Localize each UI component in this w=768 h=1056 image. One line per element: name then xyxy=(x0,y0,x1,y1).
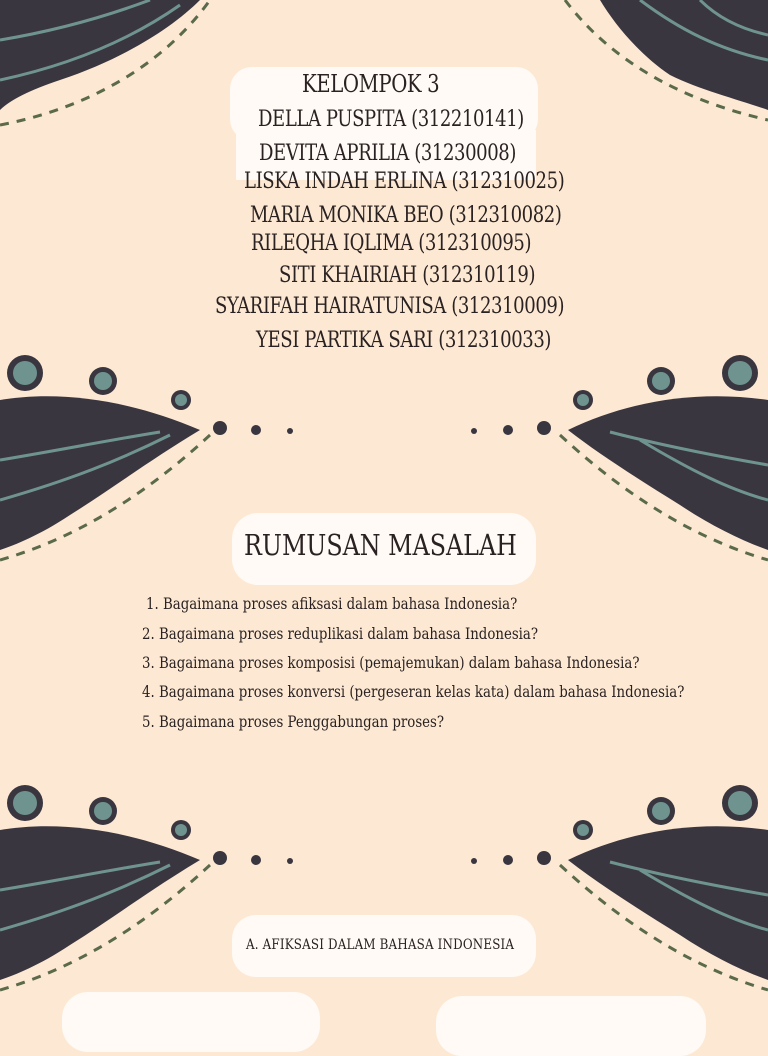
member-2: DEVITA APRILIA (31230008) xyxy=(259,141,516,166)
content-card-left xyxy=(62,992,320,1052)
member-1: DELLA PUSPITA (312210141) xyxy=(258,107,524,132)
content-card-right xyxy=(436,996,706,1056)
question-2: 2. Bagaimana proses reduplikasi dalam bahasa Indonesia? xyxy=(142,625,539,643)
rumusan-heading: RUMUSAN MASALAH xyxy=(244,528,517,562)
member-5: RILEQHA IQLIMA (312310095) xyxy=(251,231,532,256)
question-3: 3. Bagaimana proses komposisi (pemajemukan) dalam bahasa Indonesia? xyxy=(142,654,640,672)
question-5: 5. Bagaimana proses Penggabungan proses? xyxy=(142,713,445,731)
member-4: MARIA MONIKA BEO (312310082) xyxy=(250,203,562,228)
group-title: KELOMPOK 3 xyxy=(302,70,440,98)
member-7: SYARIFAH HAIRATUNISA (312310009) xyxy=(215,294,565,319)
question-4: 4. Bagaimana proses konversi (pergeseran kelas kata) dalam bahasa Indonesia? xyxy=(142,683,685,701)
member-8: YESI PARTIKA SARI (312310033) xyxy=(256,328,552,353)
member-6: SITI KHAIRIAH (312310119) xyxy=(279,263,536,288)
section-a-heading: A. AFIKSASI DALAM BAHASA INDONESIA xyxy=(246,937,515,953)
question-1: 1. Bagaimana proses afiksasi dalam bahasa Indonesia? xyxy=(146,595,518,613)
member-3: LISKA INDAH ERLINA (312310025) xyxy=(244,169,565,194)
